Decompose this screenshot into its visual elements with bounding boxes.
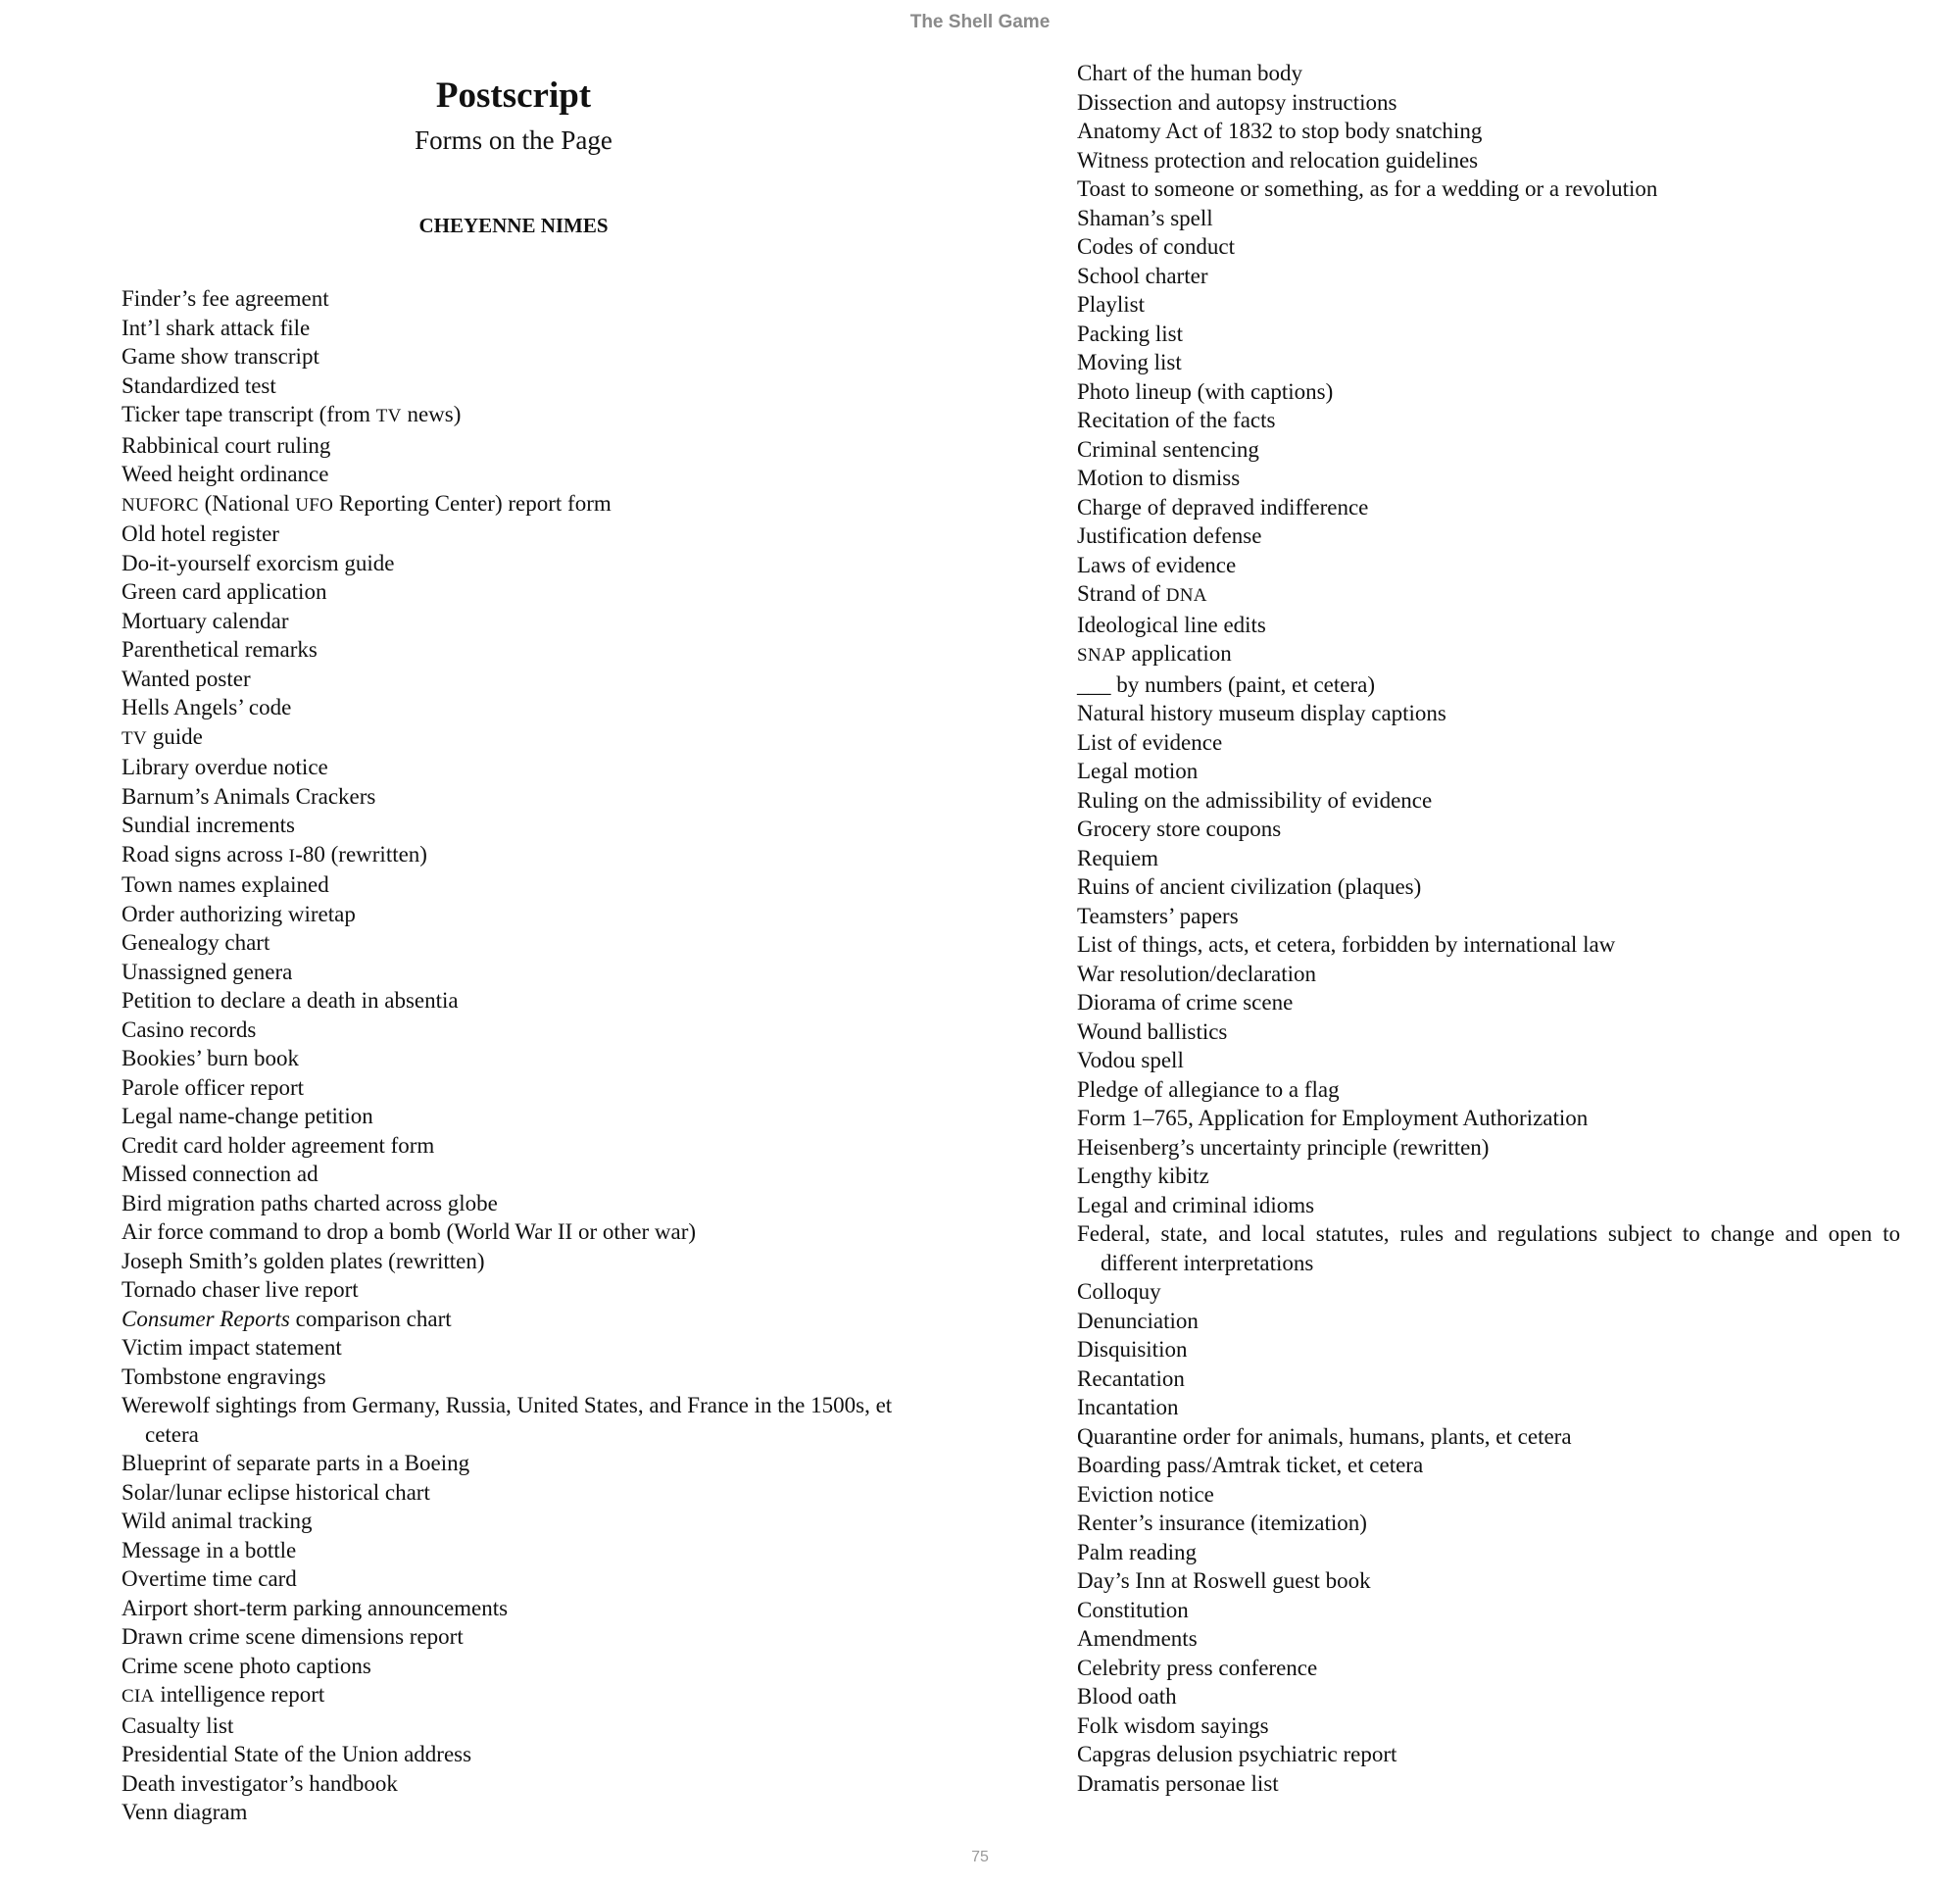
- list-item: Strand of DNA: [1077, 581, 1207, 606]
- list-item: Finder’s fee agreement: [122, 286, 329, 311]
- list-item: Vodou spell: [1077, 1048, 1184, 1072]
- list-item: Drawn crime scene dimensions report: [122, 1624, 464, 1649]
- list-item: Venn diagram: [122, 1800, 248, 1824]
- list-item: School charter: [1077, 263, 1208, 288]
- list-item: Bookies’ burn book: [122, 1046, 300, 1070]
- list-item: SNAP application: [1077, 641, 1232, 666]
- list-item: Legal and criminal idioms: [1077, 1192, 1315, 1217]
- list-item: Requiem: [1077, 845, 1159, 870]
- list-item: Sundial increments: [122, 813, 295, 837]
- list-item: Playlist: [1077, 292, 1146, 317]
- list-item: Wanted poster: [122, 666, 251, 691]
- list-item: Eviction notice: [1077, 1481, 1214, 1507]
- list-item: Boarding pass/Amtrak ticket, et cetera: [1077, 1453, 1424, 1477]
- list-item: Recitation of the facts: [1077, 408, 1276, 432]
- list-item: Recantation: [1077, 1365, 1185, 1391]
- list-item: TV guide: [122, 723, 203, 749]
- list-item: Library overdue notice: [122, 755, 328, 779]
- list-item: Quarantine order for animals, humans, plants, et cetera: [1077, 1423, 1572, 1449]
- list-item: Weed height ordinance: [122, 462, 329, 486]
- list-item: Legal name-change petition: [122, 1104, 373, 1128]
- list-item: Blood oath: [1077, 1684, 1177, 1709]
- list-item: Victim impact statement: [122, 1335, 342, 1360]
- list-item: Airport short-term parking announcements: [122, 1595, 509, 1620]
- list-item: Criminal sentencing: [1077, 436, 1259, 462]
- list-item: Missed connection ad: [122, 1162, 318, 1186]
- list-item: List of evidence: [1077, 729, 1223, 755]
- list-item: Parenthetical remarks: [122, 637, 318, 662]
- list-item: Order authorizing wiretap: [122, 901, 356, 926]
- list-item: Road signs across I-80 (rewritten): [122, 841, 427, 867]
- list-item: Denunciation: [1077, 1308, 1199, 1333]
- list-item: Genealogy chart: [122, 930, 270, 955]
- list-item: Form 1–765, Application for Employment Authorization: [1077, 1106, 1589, 1130]
- list-item: Pledge of allegiance to a flag: [1077, 1076, 1340, 1102]
- list-item: Motion to dismiss: [1077, 466, 1241, 490]
- list-item: Day’s Inn at Roswell guest book: [1077, 1568, 1371, 1593]
- list-item: Heisenberg’s uncertainty principle (rewritten): [1077, 1134, 1490, 1160]
- list-item: Palm reading: [1077, 1539, 1197, 1564]
- list-item: ___ by numbers (paint, et cetera): [1077, 671, 1375, 697]
- list-item: Solar/lunar eclipse historical chart: [122, 1479, 430, 1505]
- list-item: War resolution/declaration: [1077, 961, 1317, 986]
- list-item: Presidential State of the Union address: [122, 1742, 472, 1766]
- piece-author: CHEYENNE NIMES: [418, 214, 609, 237]
- list-item: Town names explained: [122, 872, 329, 897]
- list-item: Casino records: [122, 1016, 257, 1042]
- page-number: 75: [971, 1849, 989, 1865]
- list-item: Colloquy: [1077, 1279, 1161, 1304]
- list-item: Toast to someone or something, as for a wedding or a revolution: [1077, 176, 1658, 201]
- list-item: Witness protection and relocation guidelines: [1077, 147, 1479, 173]
- list-item: Parole officer report: [122, 1074, 305, 1100]
- list-item: Joseph Smith’s golden plates (rewritten): [122, 1248, 485, 1273]
- list-item: Death investigator’s handbook: [122, 1770, 398, 1796]
- list-item: Photo lineup (with captions): [1077, 378, 1334, 404]
- list-item: Petition to declare a death in absentia: [122, 988, 459, 1013]
- list-item: Green card application: [122, 579, 327, 604]
- list-item: Legal motion: [1077, 759, 1199, 783]
- list-item: Werewolf sightings from Germany, Russia, United States, and France in the 1500s, et cetera: [122, 1393, 893, 1447]
- list-item: Unassigned genera: [122, 959, 293, 984]
- list-item: Anatomy Act of 1832 to stop body snatching: [1077, 119, 1483, 143]
- list-item: Message in a bottle: [122, 1537, 297, 1562]
- list-item: Folk wisdom sayings: [1077, 1712, 1269, 1738]
- piece-subtitle: Forms on the Page: [415, 125, 612, 155]
- list-item: Chart of the human body: [1077, 61, 1302, 85]
- list-item: Hells Angels’ code: [122, 695, 292, 719]
- list-item: Packing list: [1077, 321, 1183, 346]
- list-item: Laws of evidence: [1077, 552, 1237, 577]
- list-item: Constitution: [1077, 1597, 1189, 1622]
- list-item: Casualty list: [122, 1712, 234, 1738]
- list-item: Rabbinical court ruling: [122, 432, 331, 458]
- list-item: Ruins of ancient civilization (plaques): [1077, 874, 1422, 899]
- list-item: NUFORC (National UFO Reporting Center) report form: [122, 490, 612, 516]
- list-item: Blueprint of separate parts in a Boeing: [122, 1451, 470, 1475]
- list-item: List of things, acts, et cetera, forbidden by international law: [1077, 932, 1616, 957]
- list-item: Celebrity press conference: [1077, 1655, 1318, 1680]
- list-item: Disquisition: [1077, 1337, 1188, 1362]
- list-item: Standardized test: [122, 372, 276, 398]
- list-item: Ruling on the admissibility of evidence: [1077, 787, 1433, 813]
- list-item: Dramatis personae list: [1077, 1770, 1279, 1796]
- list-item: Moving list: [1077, 350, 1182, 374]
- list-item: Incantation: [1077, 1395, 1179, 1419]
- list-item: Natural history museum display captions: [1077, 701, 1446, 725]
- list-item: Justification defense: [1077, 523, 1262, 548]
- list-item: Tornado chaser live report: [122, 1277, 359, 1302]
- list-item: Tombstone engravings: [122, 1363, 326, 1389]
- list-item: Renter’s insurance (itemization): [1077, 1511, 1367, 1535]
- list-item: Teamsters’ papers: [1077, 903, 1239, 928]
- list-item: Mortuary calendar: [122, 608, 289, 633]
- list-item: Bird migration paths charted across globe: [122, 1190, 498, 1215]
- list-item: Ideological line edits: [1077, 612, 1266, 637]
- list-item: Capgras delusion psychiatric report: [1077, 1742, 1397, 1766]
- list-item: Dissection and autopsy instructions: [1077, 89, 1397, 115]
- list-item: CIA intelligence report: [122, 1682, 325, 1707]
- right-list: [1077, 59, 1900, 1798]
- list-item: Consumer Reports comparison chart: [122, 1306, 452, 1331]
- running-head: The Shell Game: [909, 12, 1051, 32]
- list-item: Game show transcript: [122, 344, 319, 369]
- list-item: Do-it-yourself exorcism guide: [122, 550, 395, 575]
- list-item: Shaman’s spell: [1077, 205, 1213, 230]
- list-item: Credit card holder agreement form: [122, 1132, 435, 1158]
- list-item: Federal, state, and local statutes, rules and regulations subject to change and open to different interpretations: [1077, 1221, 1900, 1275]
- list-item: Ticker tape transcript (from TV news): [122, 402, 462, 426]
- list-item: Old hotel register: [122, 521, 279, 546]
- list-item: Air force command to drop a bomb (World War II or other war): [122, 1219, 697, 1244]
- list-item: Wild animal tracking: [122, 1509, 313, 1533]
- piece-title: Postscript: [435, 75, 592, 116]
- list-item: Codes of conduct: [1077, 234, 1235, 259]
- list-item: Grocery store coupons: [1077, 817, 1282, 841]
- list-item: Diorama of crime scene: [1077, 990, 1294, 1015]
- left-list: [122, 284, 945, 1827]
- list-item: Amendments: [1077, 1626, 1198, 1651]
- list-item: Wound ballistics: [1077, 1018, 1228, 1044]
- list-item: Overtime time card: [122, 1566, 297, 1591]
- list-item: Barnum’s Animals Crackers: [122, 783, 376, 809]
- list-item: Charge of depraved indifference: [1077, 494, 1369, 520]
- list-item: Lengthy kibitz: [1077, 1164, 1209, 1188]
- list-item: Int’l shark attack file: [122, 315, 311, 340]
- list-item: Crime scene photo captions: [122, 1653, 371, 1678]
